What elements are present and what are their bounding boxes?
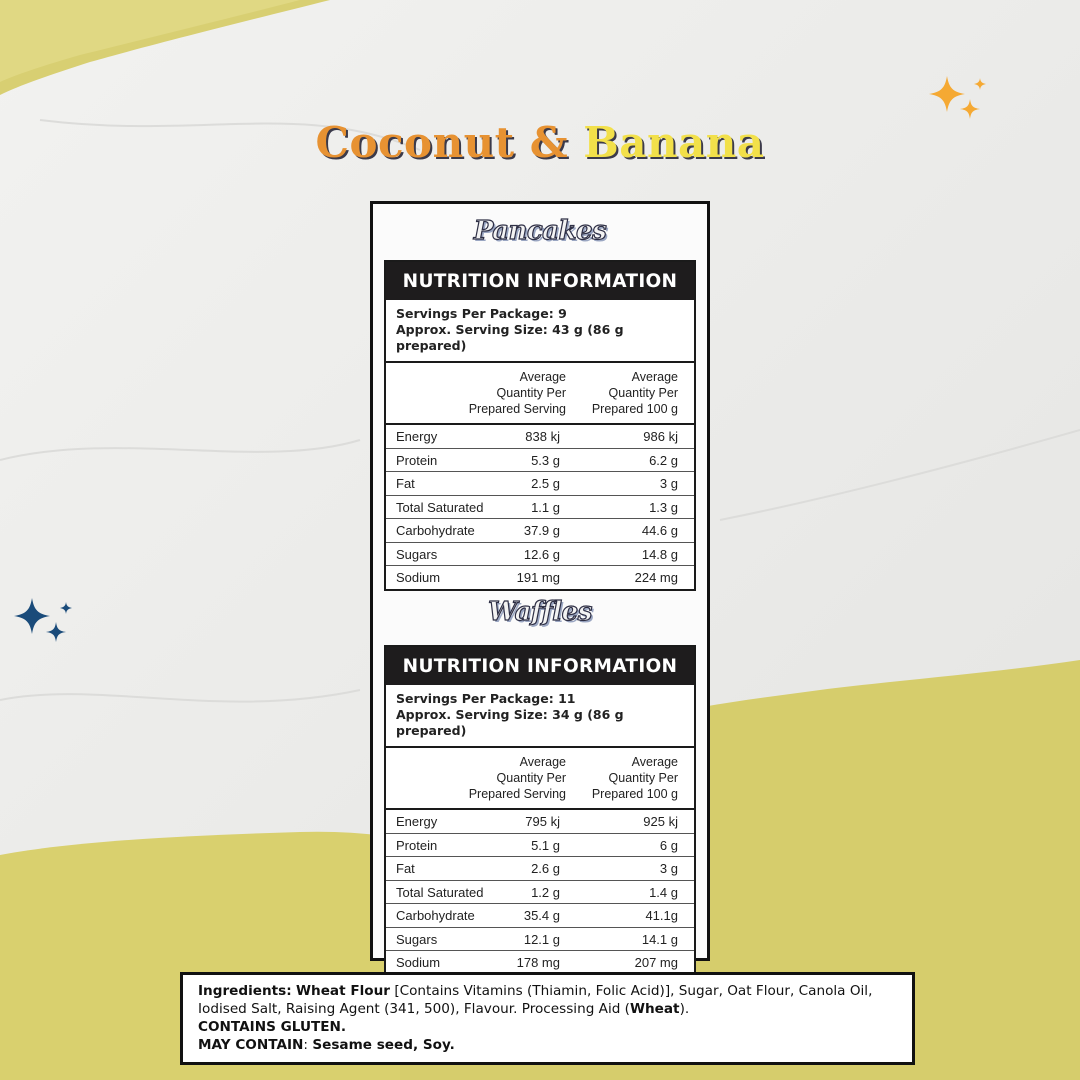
pancakes-serving-size: Approx. Serving Size: 43 g (86 g prepared) bbox=[396, 322, 624, 353]
pancakes-servings-block bbox=[386, 300, 694, 363]
pancakes-col-per-100g: Average Quantity Per Prepared 100 g bbox=[591, 370, 678, 416]
table-row: Protein 5.1 g 6 g bbox=[386, 834, 694, 858]
pancakes-rows bbox=[386, 425, 694, 589]
contains-gluten: CONTAINS GLUTEN. bbox=[198, 1019, 347, 1035]
table-row: Protein 5.3 g 6.2 g bbox=[386, 449, 694, 473]
pancakes-nutrition-panel bbox=[384, 260, 696, 591]
pancakes-column-header bbox=[386, 363, 694, 425]
table-row: Energy 838 kj 986 kj bbox=[386, 425, 694, 449]
title-coconut: Coconut bbox=[315, 118, 515, 167]
waffles-rows bbox=[386, 810, 694, 974]
sparkle-navy-icon bbox=[12, 596, 76, 652]
pancakes-header: NUTRITION INFORMATION bbox=[386, 262, 694, 300]
table-row: Carbohydrate 35.4 g 41.1g bbox=[386, 904, 694, 928]
waffles-nutrition-panel bbox=[384, 645, 696, 976]
may-contain: MAY CONTAIN: Sesame seed, Soy. bbox=[198, 1037, 455, 1053]
table-row: Total Saturated 1.2 g 1.4 g bbox=[386, 881, 694, 905]
waffles-col-per-100g: Average Quantity Per Prepared 100 g bbox=[591, 755, 678, 801]
ingredients-box bbox=[180, 972, 915, 1065]
table-row: Sodium 178 mg 207 mg bbox=[396, 955, 678, 970]
table-row: Fat 2.5 g 3 g bbox=[386, 472, 694, 496]
title-banana: Banana bbox=[583, 118, 765, 167]
page-title bbox=[0, 118, 1080, 167]
waffles-servings: Servings Per Package: 11 bbox=[396, 691, 576, 706]
waffles-serving-size: Approx. Serving Size: 34 g (86 g prepared) bbox=[396, 707, 624, 738]
table-row: Energy 795 kj 925 kj bbox=[386, 810, 694, 834]
waffles-header: NUTRITION INFORMATION bbox=[386, 647, 694, 685]
table-row: Sugars 12.6 g 14.8 g bbox=[386, 543, 694, 567]
table-row: Fat 2.6 g 3 g bbox=[386, 857, 694, 881]
table-row: Sugars 12.1 g 14.1 g bbox=[386, 928, 694, 952]
ingredients-text: Ingredients: Wheat Flour [Contains Vitamins (Thiamin, Folic Acid)], Sugar, Oat Flour, Canola Oil, Iodised Salt, Raising Agent (341, 500), Flavour. Processing Aid (Wheat). bbox=[198, 983, 873, 1017]
table-row: Sodium 191 mg 224 mg bbox=[396, 570, 678, 585]
pancakes-servings: Servings Per Package: 9 bbox=[396, 306, 567, 321]
pancakes-title: Pancakes bbox=[473, 216, 607, 246]
waffles-column-header bbox=[386, 748, 694, 810]
waffles-servings-block bbox=[386, 685, 694, 748]
waffles-title: Waffles bbox=[488, 597, 592, 627]
table-row: Total Saturated 1.1 g 1.3 g bbox=[386, 496, 694, 520]
pancakes-col-per-serving: Average Quantity Per Prepared Serving bbox=[468, 370, 566, 416]
table-row: Carbohydrate 37.9 g 44.6 g bbox=[386, 519, 694, 543]
waffles-col-per-serving: Average Quantity Per Prepared Serving bbox=[468, 755, 566, 801]
title-ampersand: & bbox=[529, 118, 569, 167]
nutrition-card bbox=[370, 201, 710, 970]
